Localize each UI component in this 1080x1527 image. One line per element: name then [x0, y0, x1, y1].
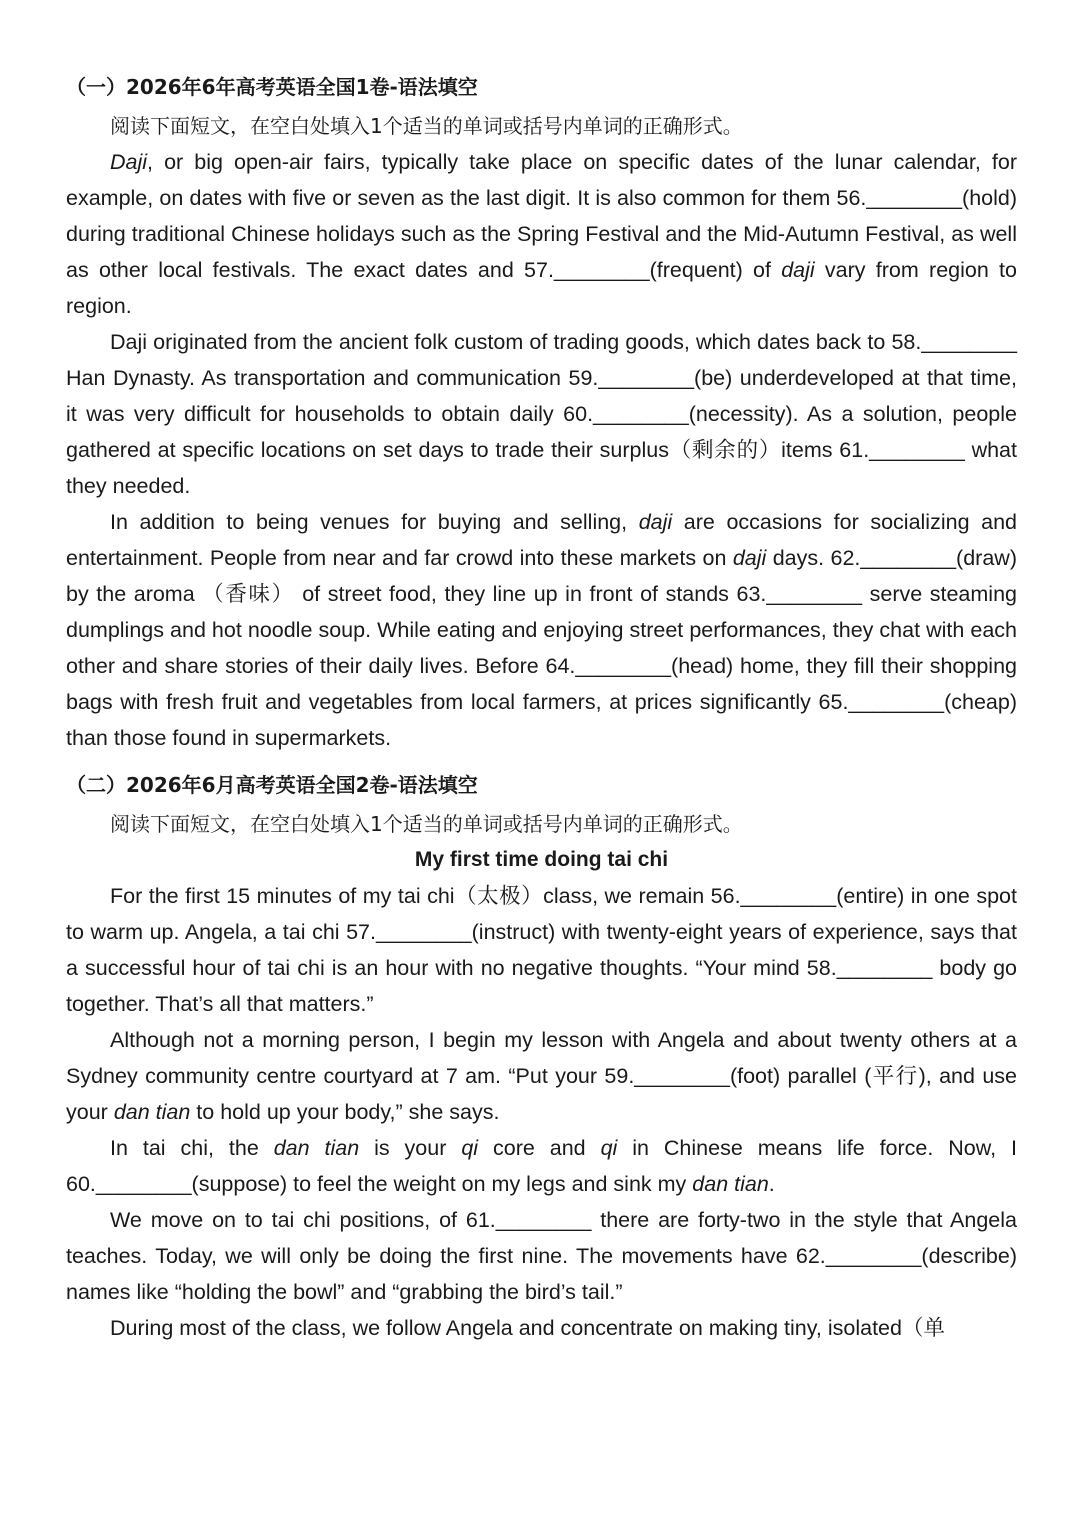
italic-term: dan tian	[273, 1136, 360, 1160]
section-1-paragraph	[66, 324, 1017, 504]
passage-text: days. 62.________(draw) by the aroma （香味） of street food, they line up in front of stands 63.________ serve steaming dumplings and hot noodle soup. While eating and enjoying street performances, they chat with each other and share stories of their daily lives. Before 64.________(head) home, they fill their shopping bags with fresh fruit and vegetables from local farmers, at prices significantly 65.________(cheap) than those found in supermarkets.	[66, 546, 1017, 750]
passage-text: to hold up your body,” she says.	[190, 1100, 500, 1124]
passage-text: For the first 15 minutes of my tai chi（太极）class, we remain 56.________(entire) in one spot to warm up. Angela, a tai chi 57.________(instruct) with twenty-eight years of experience, says that a successful hour of tai chi is an hour with no negative thoughts. “Your mind 58.________ body go together. That’s all that matters.”	[66, 884, 1017, 1016]
italic-term: Daji	[110, 150, 148, 174]
passage-text: Although not a morning person, I begin my lesson with Angela and about twenty others at a Sydney community centre courtyard at 7 am. “Put your 59.________(foot) parallel (平行), and use your	[66, 1028, 1017, 1124]
italic-term: daji	[732, 546, 767, 570]
document-page	[66, 72, 1017, 1346]
italic-term: dan tian	[113, 1100, 191, 1124]
italic-term: daji	[781, 258, 815, 282]
section-2-passage	[66, 878, 1017, 1346]
section-2-paragraph	[66, 1202, 1017, 1310]
passage-text: core and	[478, 1136, 601, 1160]
passage-text: .	[768, 1172, 775, 1196]
section-1-heading: （一）2026年6年高考英语全国1卷-语法填空	[66, 75, 478, 99]
section-2-paragraph	[66, 1310, 1017, 1346]
section-2-heading: （二）2026年6月高考英语全国2卷-语法填空	[66, 773, 478, 797]
section-1-paragraph	[66, 144, 1017, 324]
section-1-paragraph	[66, 504, 1017, 756]
italic-term: daji	[638, 510, 673, 534]
passage-text: Daji originated from the ancient folk custom of trading goods, which dates back to 58.________ Han Dynasty. As transportation and communication 59.________(be) underdeveloped at that time, it was very difficult for households to obtain daily 60.________(necessity). As a solution, people gathered at specific locations on set days to trade their surplus（剩余的）items 61.________ what they needed.	[66, 330, 1017, 498]
section-2-paragraph	[66, 878, 1017, 1022]
passage-text: We move on to tai chi positions, of 61.________ there are forty-two in the style that Angela teaches. Today, we will only be doing the first nine. The movements have 62.________(describe) names like “holding the bowl” and “grabbing the bird’s tail.”	[66, 1208, 1017, 1304]
section-1-passage	[66, 144, 1017, 756]
section-1-instruction: 阅读下面短文，在空白处填入1个适当的单词或括号内单词的正确形式。	[110, 114, 743, 138]
section-2-paragraph	[66, 1130, 1017, 1202]
section-2-paragraph	[66, 1022, 1017, 1130]
passage-text: in Chinese means life force. Now, I 60.________(suppose) to feel the weight on my legs and sink my	[66, 1136, 1017, 1196]
passage-text: In addition to being venues for buying and selling,	[110, 510, 639, 534]
passage-text: During most of the class, we follow Angela and concentrate on making tiny, isolated（单	[110, 1316, 945, 1340]
italic-term: dan tian	[692, 1172, 769, 1196]
section-2-instruction: 阅读下面短文，在空白处填入1个适当的单词或括号内单词的正确形式。	[110, 812, 743, 836]
passage-text: , or big open-air fairs, typically take place on specific dates of the lunar calendar, for example, on dates with five or seven as the last digit. It is also common for them 56.________(hold) during traditional Chinese holidays such as the Spring Festival and the Mid-Autumn Festival, as well as other local festivals. The exact dates and 57.________(frequent) of	[66, 150, 1017, 282]
passage-text: are occasions for socializing and entertainment. People from near and far crowd into these markets on	[66, 510, 1017, 570]
passage-text: In tai chi, the	[110, 1136, 274, 1160]
passage-text: is your	[359, 1136, 462, 1160]
passage-text: vary from region to region.	[66, 258, 1017, 318]
passage-title: My first time doing tai chi	[414, 848, 669, 871]
italic-term: qi	[600, 1136, 618, 1160]
italic-term: qi	[461, 1136, 479, 1160]
